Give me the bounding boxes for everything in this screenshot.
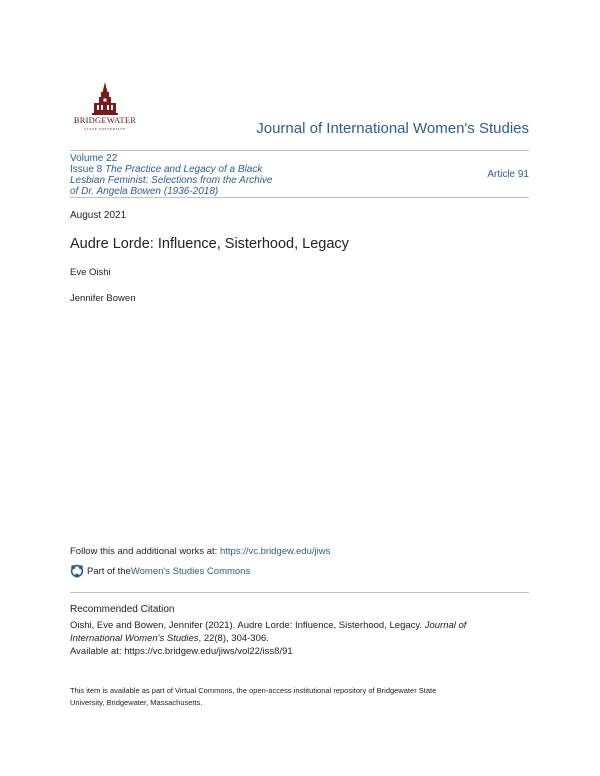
divider-top [70, 150, 529, 151]
divider-citation [70, 592, 529, 593]
follow-text: Follow this and additional works at: [70, 546, 220, 557]
author-1: Eve Oishi [70, 267, 111, 278]
divider-bottom [70, 197, 529, 198]
recommended-citation-heading: Recommended Citation [70, 604, 175, 615]
article-number[interactable]: Article 91 [487, 169, 529, 180]
repository-note [70, 685, 520, 709]
tower-icon [70, 82, 140, 116]
paper-title: Audre Lorde: Influence, Sisterhood, Legacy [70, 236, 349, 252]
part-of-text: Part of the [87, 565, 131, 577]
follow-line [70, 546, 330, 557]
logo-subtitle: STATE UNIVERSITY [84, 127, 126, 131]
issue-info [70, 153, 330, 197]
part-of-line [70, 564, 250, 578]
issue-title-line1: The Practice and Legacy of a Black [105, 164, 263, 175]
womens-studies-commons-link[interactable]: Women's Studies Commons [130, 565, 251, 577]
repository-note-line1: This item is available as part of Virtual Commons, the open-access institutional repository of Bridgewater State [70, 686, 437, 695]
bridgewater-logo [70, 82, 140, 134]
issue-title-line2[interactable]: Lesbian Feminist: Selections from the Archive [70, 175, 273, 186]
citation-available-at[interactable]: Available at: https://vc.bridgew.edu/jiws/vol22/iss8/91 [70, 646, 293, 657]
repository-note-line2: University, Bridgewater, Massachusetts. [70, 698, 203, 707]
author-2: Jennifer Bowen [70, 293, 136, 304]
publication-date: August 2021 [70, 210, 127, 221]
citation-line2 [70, 632, 530, 645]
citation-line1 [70, 619, 530, 632]
network-icon [70, 564, 84, 578]
citation-text [70, 619, 530, 658]
citation-volume-pages: , 22(8), 304-306. [198, 633, 269, 644]
issue-link[interactable] [70, 164, 330, 175]
citation-authors-title: Oishi, Eve and Bowen, Jennifer (2021). Audre Lorde: Influence, Sisterhood, Legacy. [70, 620, 425, 631]
logo-wordmark: BRIDGEWATER [73, 115, 137, 125]
follow-link[interactable]: https://vc.bridgew.edu/jiws [219, 546, 331, 557]
citation-journal-part1: Journal of [424, 620, 467, 631]
journal-title[interactable]: Journal of International Women's Studies [256, 120, 529, 137]
volume-link[interactable]: Volume 22 [70, 153, 118, 164]
citation-journal-part2: International Women's Studies [70, 633, 199, 644]
issue-title-line3[interactable]: of Dr. Angela Bowen (1936-2018) [70, 186, 219, 197]
issue-label: Issue 8 [70, 164, 103, 175]
